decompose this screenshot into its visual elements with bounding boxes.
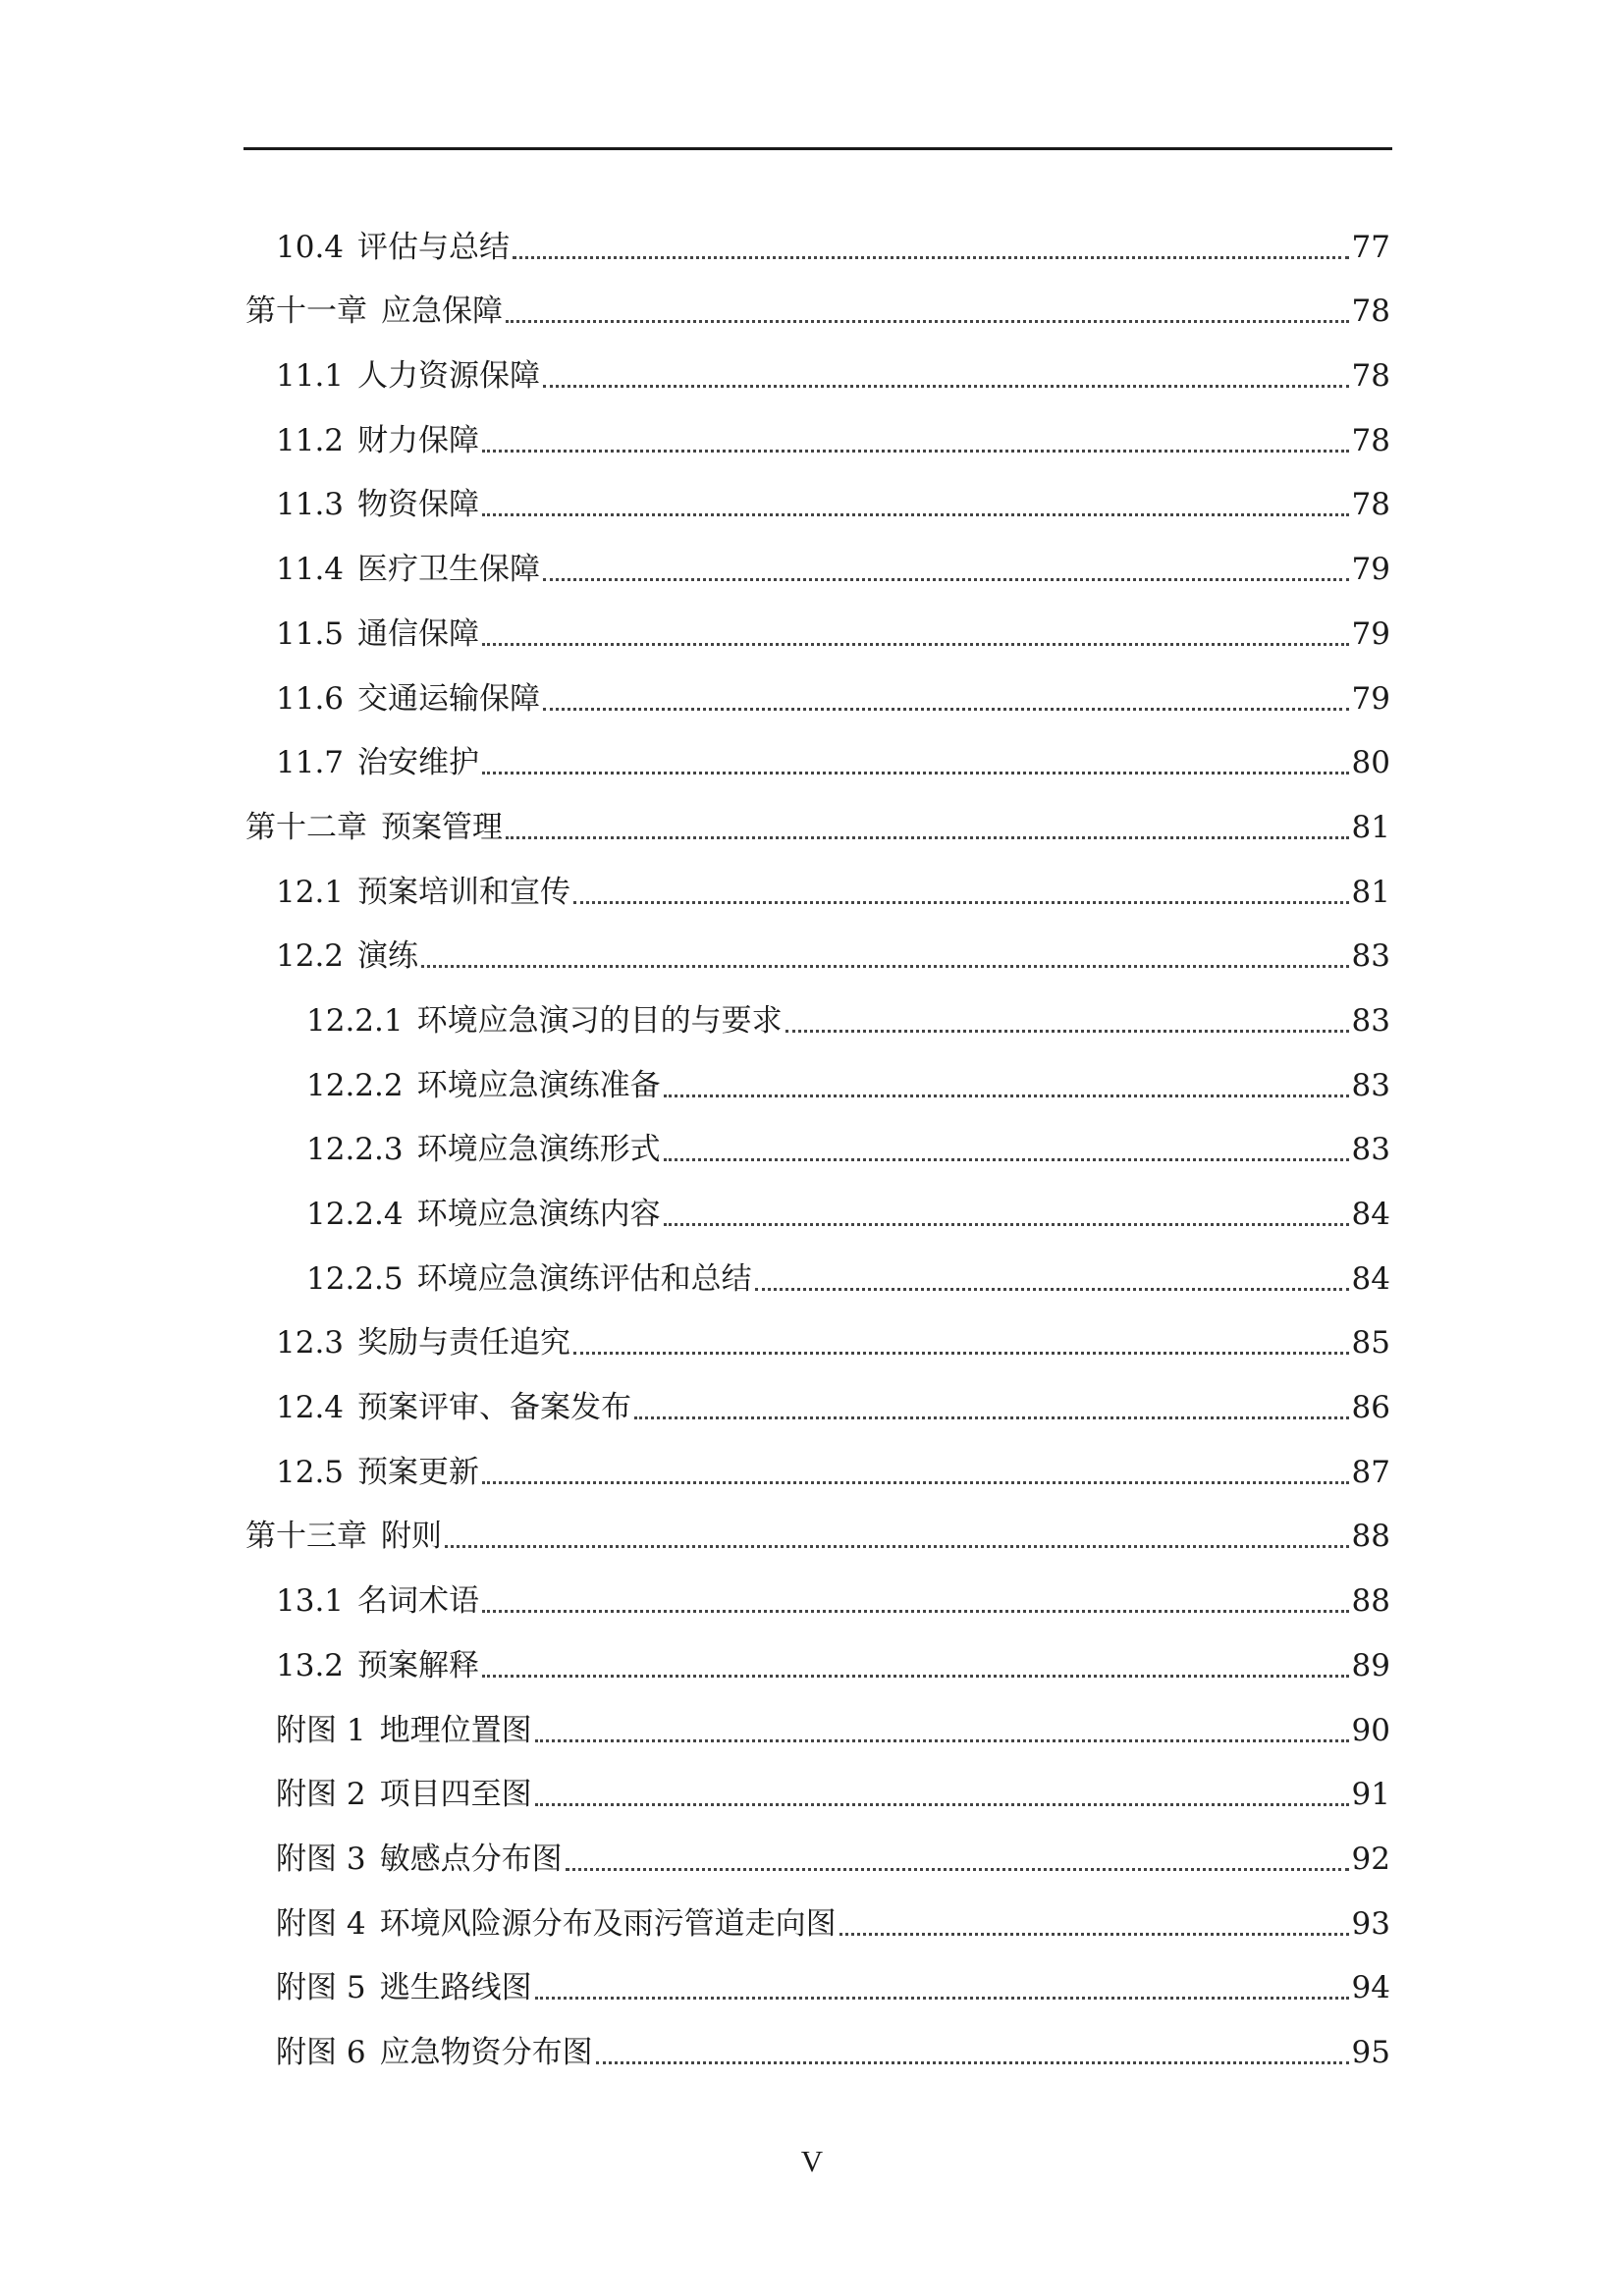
toc-entry-page: 78: [1351, 487, 1390, 523]
dot-leader: [506, 320, 1349, 323]
toc-entry[interactable]: [245, 914, 1390, 979]
page-number: V: [800, 2144, 824, 2178]
toc-entry-text: 敏感点分布图: [379, 1841, 563, 1877]
toc-entry-page: 84: [1351, 1197, 1390, 1232]
toc-entry[interactable]: [245, 1881, 1390, 1946]
dot-leader: [634, 1416, 1349, 1419]
toc-entry-number: 12.2.1: [306, 1002, 404, 1039]
toc-entry-page: 80: [1351, 745, 1390, 781]
dot-leader: [535, 1803, 1349, 1806]
toc-entry-number: 13.2: [276, 1647, 345, 1683]
dot-leader: [573, 1352, 1349, 1355]
toc-entry-text: 预案解释: [357, 1647, 480, 1683]
dot-leader: [421, 965, 1349, 968]
toc-entry-number: 附图 3: [276, 1841, 366, 1877]
toc-entry-page: 90: [1351, 1712, 1390, 1748]
toc-entry-number: 11.1: [276, 358, 345, 395]
toc-entry-title: [276, 1583, 480, 1623]
dot-leader: [664, 1158, 1349, 1161]
toc-entry-number: 12.4: [276, 1390, 345, 1426]
toc-entry-number: 11.6: [276, 680, 345, 717]
toc-entry[interactable]: [245, 1364, 1390, 1429]
toc-entry-page: 79: [1351, 552, 1390, 588]
toc-entry-page: 94: [1351, 1970, 1390, 2006]
toc-entry-title: [306, 1132, 661, 1171]
toc-entry-text: 预案评审、备案发布: [357, 1390, 632, 1426]
toc-entry-text: 附则: [381, 1519, 442, 1555]
toc-entry-number: 13.1: [276, 1583, 345, 1620]
toc-entry-number: 12.2.5: [306, 1260, 404, 1297]
toc-entry-text: 地理位置图: [379, 1712, 532, 1748]
dot-leader: [664, 1095, 1349, 1097]
dot-leader: [543, 708, 1349, 711]
toc-entry-page: 78: [1351, 294, 1390, 330]
toc-entry-title: [276, 1712, 532, 1752]
toc-entry-page: 77: [1351, 229, 1390, 265]
toc-entry-page: 79: [1351, 680, 1390, 717]
toc-entry[interactable]: [245, 1042, 1390, 1107]
toc-entry-text: 演练: [357, 938, 419, 975]
toc-entry-title: [306, 1067, 661, 1107]
toc-entry-text: 治安维护: [357, 745, 480, 781]
toc-entry-page: 91: [1351, 1777, 1390, 1813]
toc-entry[interactable]: [245, 849, 1390, 914]
toc-entry-text: 应急保障: [381, 294, 503, 330]
toc-entry-page: 84: [1351, 1260, 1390, 1297]
toc-entry-text: 逃生路线图: [379, 1970, 532, 2006]
toc-entry-text: 名词术语: [357, 1583, 480, 1620]
table-of-contents: [245, 204, 1390, 2074]
toc-entry-title: [276, 1454, 480, 1494]
toc-entry-text: 物资保障: [357, 487, 480, 523]
dot-leader: [513, 256, 1349, 259]
dot-leader: [482, 513, 1349, 516]
toc-entry-title: [276, 487, 480, 526]
toc-entry-page: 83: [1351, 1067, 1390, 1103]
toc-entry-number: 第十二章: [245, 809, 367, 845]
toc-entry-title: [276, 358, 541, 398]
toc-entry-text: 环境应急演练形式: [416, 1132, 661, 1168]
toc-entry-page: 85: [1351, 1325, 1390, 1362]
toc-entry-number: 11.3: [276, 487, 345, 523]
toc-entry-title: [276, 615, 480, 656]
toc-entry-title: [276, 874, 571, 914]
toc-entry-number: 附图 4: [276, 1905, 366, 1942]
toc-entry-page: 81: [1351, 809, 1390, 845]
dot-leader: [482, 643, 1349, 646]
toc-entry-text: 预案培训和宣传: [357, 874, 571, 910]
dot-leader: [543, 578, 1349, 581]
toc-entry-title: [276, 745, 480, 784]
toc-entry-text: 环境应急演练评估和总结: [416, 1260, 752, 1297]
dot-leader: [445, 1545, 1349, 1548]
toc-entry-title: [276, 680, 541, 721]
toc-entry[interactable]: [245, 656, 1390, 721]
toc-entry[interactable]: [245, 1429, 1390, 1494]
toc-entry-title: [276, 1647, 480, 1687]
toc-entry-text: 项目四至图: [379, 1777, 532, 1813]
dot-leader: [755, 1288, 1349, 1291]
dot-leader: [482, 772, 1349, 774]
toc-entry-title: [306, 1002, 783, 1042]
toc-entry-text: 交通运输保障: [357, 680, 541, 717]
toc-entry-number: 第十一章: [245, 294, 367, 330]
toc-entry[interactable]: [245, 1687, 1390, 1752]
toc-entry-text: 预案管理: [381, 809, 503, 845]
toc-entry-number: 附图 6: [276, 2034, 366, 2070]
toc-entry-title: [276, 938, 419, 978]
toc-entry-number: 11.7: [276, 745, 345, 781]
toc-entry-text: 环境应急演练准备: [416, 1067, 661, 1103]
toc-entry[interactable]: [245, 1236, 1390, 1301]
toc-entry-page: 83: [1351, 1132, 1390, 1168]
toc-entry-title: [245, 1519, 442, 1558]
dot-leader: [839, 1933, 1349, 1936]
toc-entry-number: 12.5: [276, 1454, 345, 1490]
toc-entry-page: 88: [1351, 1583, 1390, 1620]
toc-entry-number: 12.2.2: [306, 1067, 404, 1103]
toc-entry[interactable]: [245, 269, 1390, 334]
dot-leader: [482, 1675, 1349, 1678]
toc-entry-title: [276, 1390, 632, 1429]
toc-entry-title: [276, 552, 541, 591]
toc-entry-number: 第十三章: [245, 1519, 367, 1555]
toc-entry-text: 预案更新: [357, 1454, 480, 1490]
dot-leader: [535, 1997, 1349, 2000]
toc-entry-page: 83: [1351, 1002, 1390, 1039]
toc-entry-title: [245, 296, 503, 333]
toc-entry-number: 12.3: [276, 1325, 345, 1362]
toc-entry[interactable]: [245, 333, 1390, 398]
toc-entry-title: [276, 1970, 532, 2009]
toc-entry[interactable]: [245, 591, 1390, 656]
header-rule: [244, 147, 1392, 150]
dot-leader: [482, 1610, 1349, 1613]
toc-entry-page: 81: [1351, 874, 1390, 910]
toc-entry-page: 79: [1351, 615, 1390, 652]
dot-leader: [506, 836, 1349, 839]
toc-entry-title: [276, 2034, 593, 2074]
toc-entry[interactable]: [245, 398, 1390, 462]
toc-entry[interactable]: [245, 1107, 1390, 1172]
toc-entry[interactable]: [245, 204, 1390, 269]
toc-entry-number: 11.5: [276, 615, 345, 652]
toc-entry-title: [276, 1905, 837, 1946]
dot-leader: [482, 450, 1349, 453]
toc-entry[interactable]: [245, 2009, 1390, 2074]
toc-entry-number: 12.1: [276, 874, 345, 910]
toc-entry-title: [276, 422, 480, 462]
toc-entry-number: 附图 2: [276, 1777, 366, 1813]
toc-entry-number: 10.4: [276, 229, 345, 265]
dot-leader: [482, 1481, 1349, 1484]
toc-entry-number: 12.2.4: [306, 1197, 404, 1232]
toc-entry[interactable]: [245, 1623, 1390, 1687]
toc-entry[interactable]: [245, 1301, 1390, 1365]
toc-entry-page: 78: [1351, 358, 1390, 395]
dot-leader: [785, 1030, 1349, 1033]
toc-entry-number: 11.4: [276, 552, 345, 588]
toc-entry-title: [276, 229, 511, 269]
toc-entry-text: 环境风险源分布及雨污管道走向图: [379, 1905, 837, 1942]
toc-entry-title: [276, 1841, 563, 1881]
toc-entry-number: 附图 1: [276, 1712, 366, 1748]
toc-entry[interactable]: [245, 526, 1390, 591]
dot-leader: [543, 385, 1349, 388]
toc-entry[interactable]: [245, 978, 1390, 1042]
toc-entry-page: 83: [1351, 938, 1390, 975]
toc-entry-title: [276, 1325, 571, 1364]
toc-entry-page: 95: [1351, 2034, 1390, 2070]
dot-leader: [664, 1223, 1349, 1226]
toc-entry-text: 应急物资分布图: [379, 2034, 593, 2070]
toc-entry-title: [306, 1260, 752, 1301]
toc-entry[interactable]: [245, 1752, 1390, 1817]
toc-entry-text: 医疗卫生保障: [357, 552, 541, 588]
toc-entry-number: 12.2: [276, 938, 345, 975]
toc-entry-title: [276, 1777, 532, 1816]
toc-entry[interactable]: [245, 1494, 1390, 1559]
toc-entry-page: 88: [1351, 1519, 1390, 1555]
toc-entry-text: 评估与总结: [357, 229, 511, 265]
toc-entry[interactable]: [245, 1171, 1390, 1236]
toc-entry-text: 财力保障: [357, 422, 480, 458]
toc-entry[interactable]: [245, 721, 1390, 785]
toc-entry-page: 86: [1351, 1390, 1390, 1426]
toc-entry-text: 环境应急演练内容: [416, 1197, 661, 1232]
toc-entry-title: [245, 809, 503, 849]
toc-entry-page: 87: [1351, 1454, 1390, 1490]
toc-entry-page: 89: [1351, 1647, 1390, 1683]
toc-entry-page: 93: [1351, 1905, 1390, 1942]
toc-entry-text: 奖励与责任追究: [357, 1325, 571, 1362]
toc-entry[interactable]: [245, 784, 1390, 849]
toc-entry[interactable]: [245, 1816, 1390, 1881]
dot-leader: [596, 2061, 1349, 2064]
dot-leader: [573, 901, 1349, 904]
toc-entry[interactable]: [245, 462, 1390, 527]
toc-entry-number: 附图 5: [276, 1970, 366, 2006]
toc-entry-page: 78: [1351, 422, 1390, 458]
toc-entry-text: 通信保障: [357, 615, 480, 652]
toc-entry-number: 12.2.3: [306, 1132, 404, 1168]
toc-entry-page: 92: [1351, 1841, 1390, 1877]
toc-entry-number: 11.2: [276, 422, 345, 458]
toc-entry-title: [306, 1197, 661, 1236]
dot-leader: [535, 1739, 1349, 1742]
toc-entry[interactable]: [245, 1558, 1390, 1623]
toc-entry-text: 人力资源保障: [357, 358, 541, 395]
toc-entry[interactable]: [245, 1946, 1390, 2010]
toc-entry-text: 环境应急演习的目的与要求: [416, 1002, 783, 1039]
dot-leader: [566, 1868, 1349, 1871]
